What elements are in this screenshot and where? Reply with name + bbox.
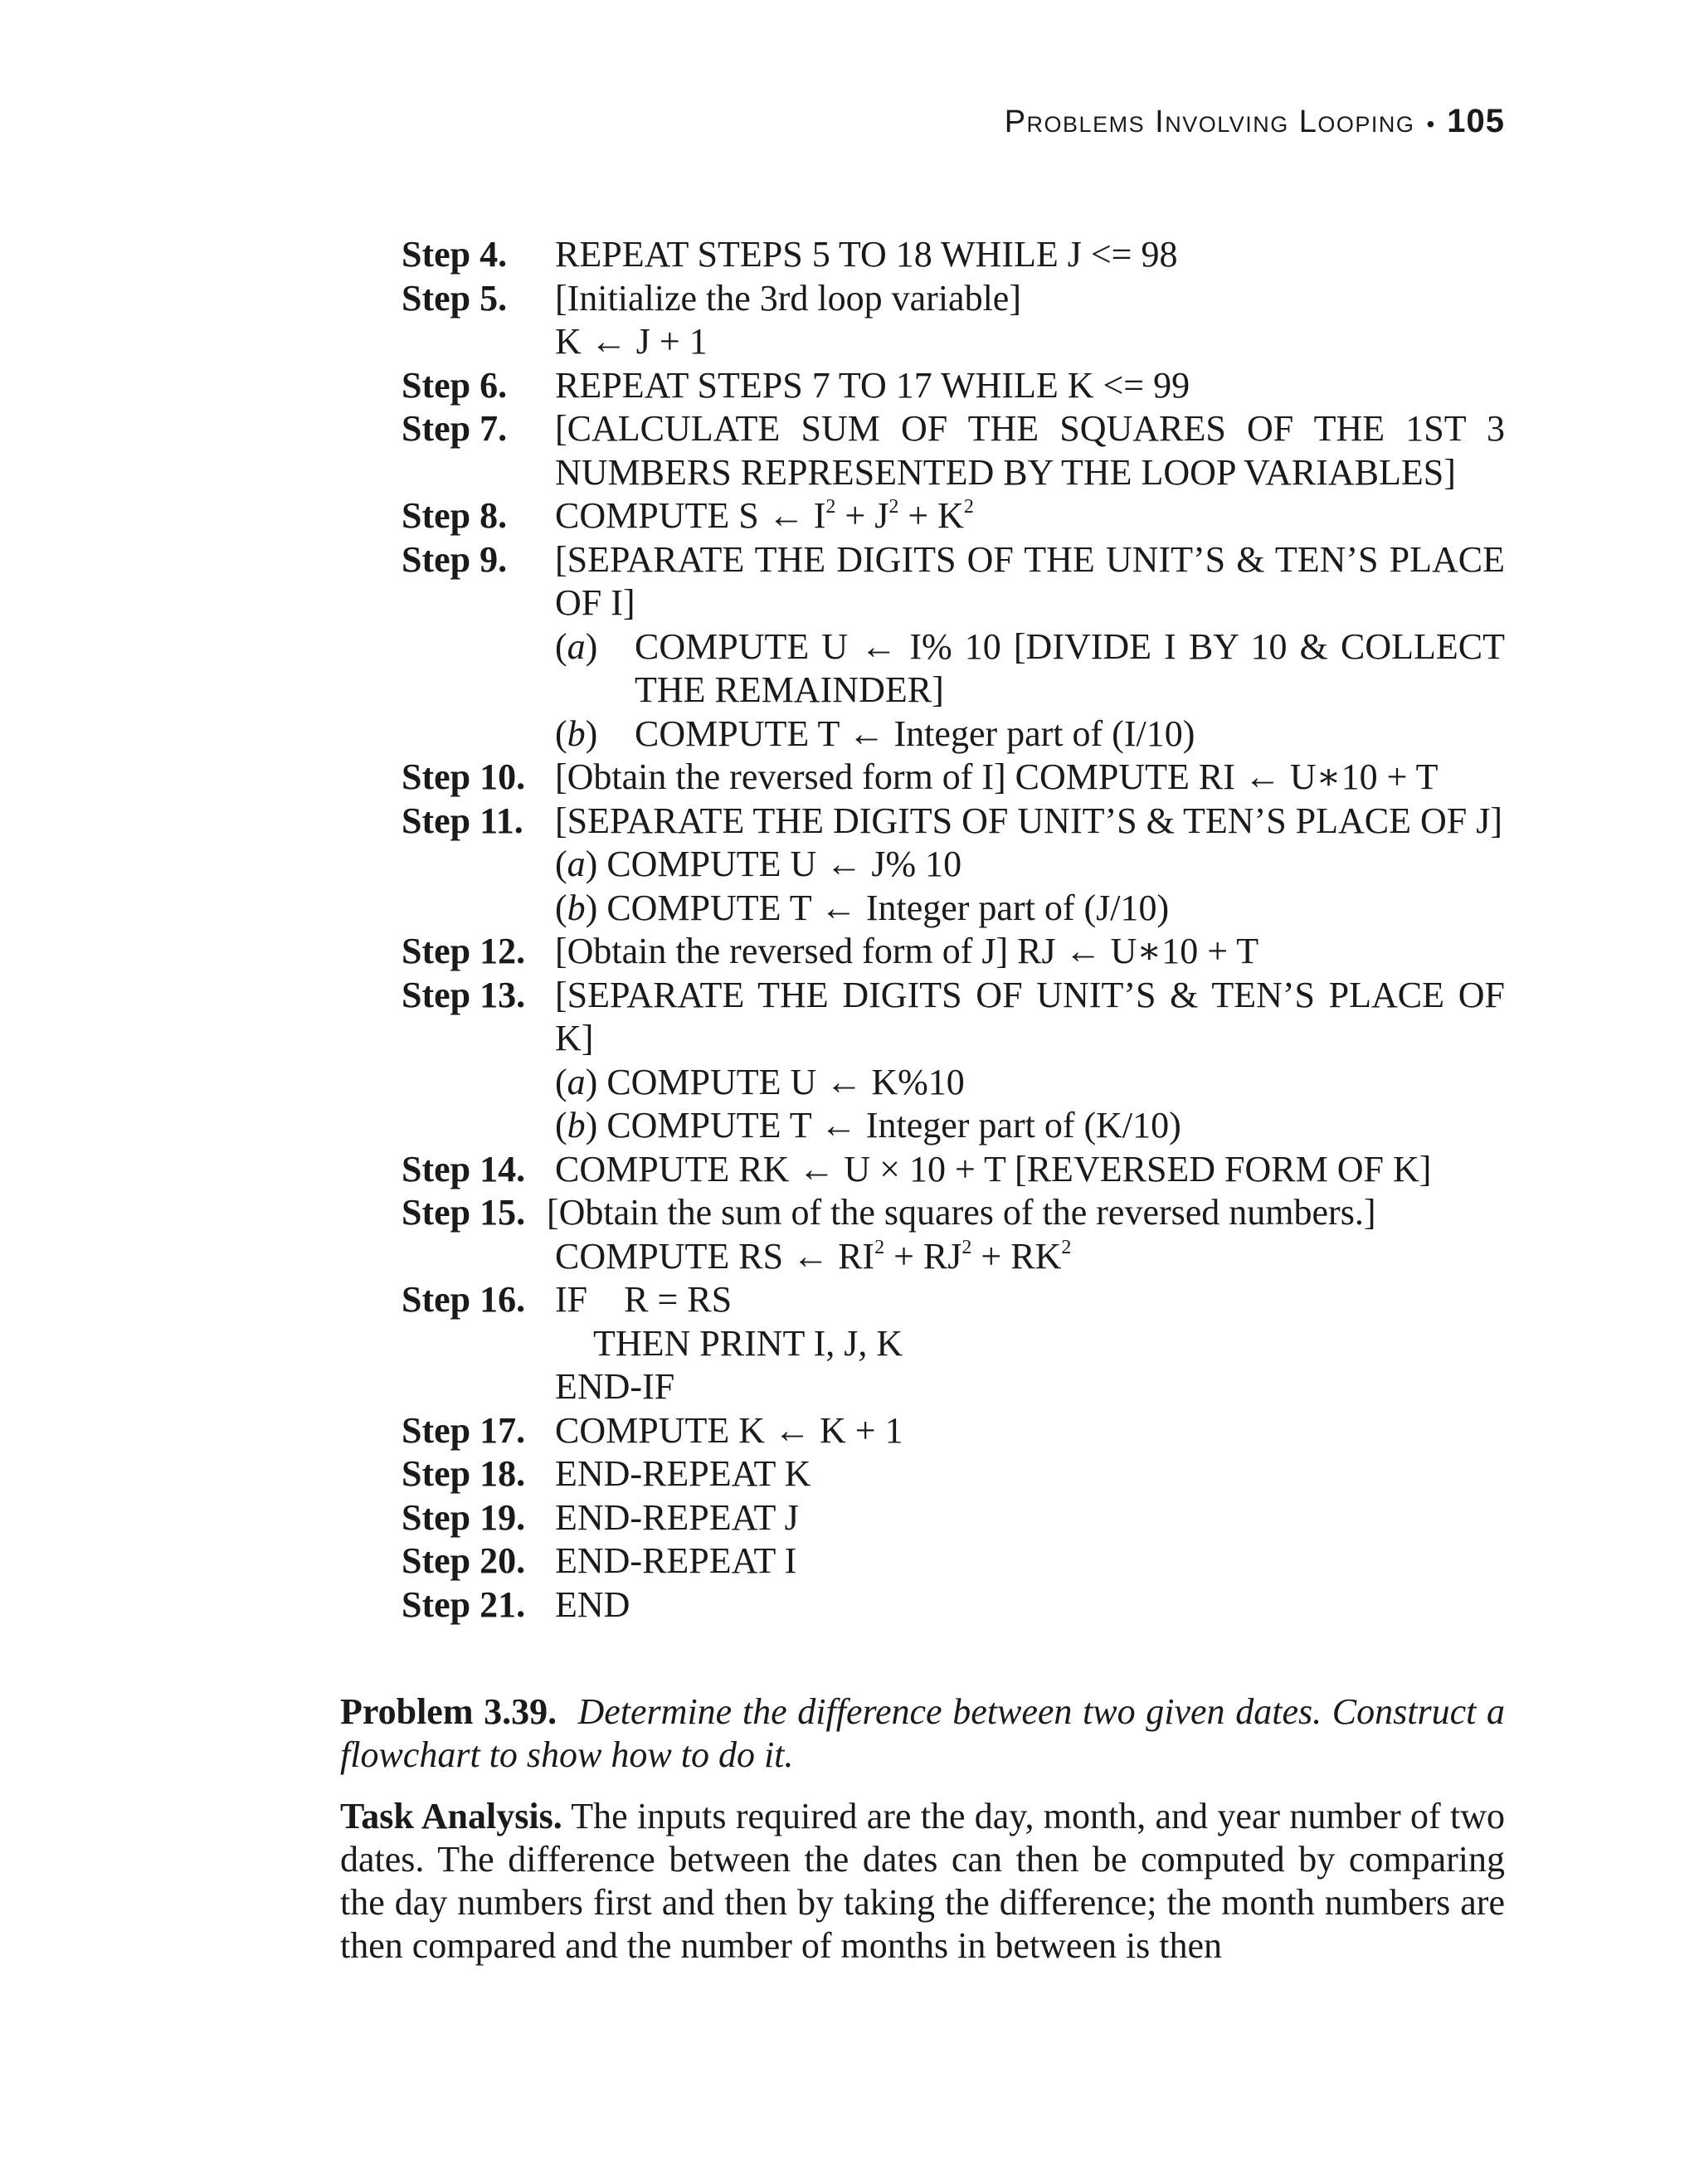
problem-statement — [340, 1690, 1505, 1777]
exponent: 2 — [1061, 1236, 1072, 1258]
substep-text: COMPUTE U ← K%10 — [606, 1061, 965, 1102]
step-label: Step 12. — [402, 931, 526, 971]
step-text: [SEPARATE THE DIGITS OF THE UNIT’S & TEN’S PLACE OF I] — [555, 538, 1505, 623]
substep-marker: b — [567, 887, 586, 928]
step-text: REPEAT STEPS 7 TO 17 WHILE K <= 99 — [555, 364, 1190, 406]
step-label: Step 20. — [402, 1540, 526, 1581]
exponent: 2 — [825, 496, 836, 518]
step-text: [Obtain the sum of the squares of the reversed numbers.] — [547, 1192, 1376, 1233]
step-label: Step 9. — [402, 538, 508, 580]
step-15 — [402, 1191, 1505, 1278]
step-label: Step 11. — [402, 800, 523, 841]
step-label: Step 5. — [402, 277, 508, 319]
step-20 — [402, 1540, 1505, 1583]
formula-part: + RJ — [884, 1235, 962, 1277]
algorithm-steps — [402, 233, 1505, 1627]
step-text: [SEPARATE THE DIGITS OF UNIT’S & TEN’S PLACE OF J] — [555, 800, 1503, 841]
header-separator: • — [1426, 111, 1436, 137]
step-9 — [402, 538, 1505, 756]
step-17 — [402, 1409, 1505, 1453]
step-4 — [402, 233, 1505, 277]
step-label: Step 13. — [402, 974, 526, 1015]
step-7 — [402, 407, 1505, 494]
step-13 — [402, 974, 1505, 1148]
formula-part: + K — [898, 495, 964, 536]
formula-part: COMPUTE S ← I — [555, 495, 826, 536]
formula-part: COMPUTE RS ← RI — [555, 1235, 875, 1277]
step-text: IF R = RS — [555, 1279, 733, 1320]
substep-text: COMPUTE U ← J% 10 — [606, 844, 962, 884]
step-label: Step 21. — [402, 1583, 526, 1625]
exponent: 2 — [963, 496, 974, 518]
then-clause: THEN PRINT I, J, K — [593, 1322, 903, 1364]
page-number: 105 — [1447, 103, 1505, 139]
step-5 — [402, 277, 1505, 364]
step-6 — [402, 364, 1505, 408]
step-10 — [402, 756, 1505, 800]
substep-text: COMPUTE T ← Integer part of (K/10) — [606, 1105, 1181, 1146]
step-text: END-REPEAT J — [555, 1496, 799, 1538]
exponent: 2 — [961, 1236, 972, 1258]
running-head: Problems Involving Looping — [1004, 105, 1415, 139]
step-formula — [547, 1235, 1505, 1279]
formula-part: + J — [835, 495, 889, 536]
step-label: Step 17. — [402, 1409, 526, 1451]
substep-text: COMPUTE T ← Integer part of (I/10) — [635, 713, 1195, 754]
substep-text: COMPUTE T ← Integer part of (J/10) — [606, 887, 1170, 928]
substep-marker: a — [567, 625, 586, 667]
step-18 — [402, 1452, 1505, 1496]
substep-a: (a) COMPUTE U ← I% 10 [DIVIDE I BY 10 & COLLECT THE REMAINDER] — [555, 625, 1505, 713]
step-label: Step 19. — [402, 1496, 526, 1538]
step-text: END-REPEAT K — [555, 1453, 811, 1494]
formula-part: + RK — [971, 1235, 1062, 1277]
end-if: END-IF — [555, 1366, 675, 1407]
step-19 — [402, 1496, 1505, 1540]
substep-marker: a — [567, 1061, 586, 1102]
step-label: Step 16. — [402, 1279, 526, 1320]
step-label: Step 18. — [402, 1453, 526, 1494]
step-8 — [402, 494, 1505, 538]
step-12 — [402, 930, 1505, 974]
step-label: Step 7. — [402, 408, 508, 449]
substep-b: (b) COMPUTE T ← Integer part of (J/10) — [555, 887, 1170, 928]
step-21 — [402, 1583, 1505, 1627]
step-text: COMPUTE RK ← U × 10 + T [REVERSED FORM OF K] — [555, 1148, 1432, 1189]
substep-a: (a) COMPUTE U ← K%10 — [555, 1061, 965, 1102]
substep-marker: b — [567, 713, 586, 754]
step-11 — [402, 800, 1505, 931]
substep-a: (a) COMPUTE U ← J% 10 — [555, 844, 962, 884]
step-16 — [402, 1278, 1505, 1409]
step-label: Step 4. — [402, 234, 508, 275]
step-label: Step 10. — [402, 756, 526, 797]
step-text: END — [555, 1583, 630, 1625]
task-analysis — [340, 1795, 1505, 1968]
substep-b: (b) COMPUTE T ← Integer part of (I/10) — [555, 713, 1505, 756]
substep-text: COMPUTE U ← I% 10 [DIVIDE I BY 10 & COLLECT THE REMAINDER] — [635, 625, 1505, 710]
exponent: 2 — [888, 496, 899, 518]
step-formula — [555, 494, 1505, 538]
step-text: END-REPEAT I — [555, 1540, 797, 1581]
step-label: Step 8. — [402, 495, 508, 536]
task-label: Task Analysis. — [340, 1796, 562, 1836]
step-text: [Obtain the reversed form of J] RJ ← U∗10 + T — [555, 931, 1259, 971]
step-label: Step 15. — [402, 1192, 526, 1233]
problem-label: Problem 3.39. — [340, 1691, 557, 1732]
step-text: [Obtain the reversed form of I] COMPUTE RI ← U∗10 + T — [555, 756, 1439, 797]
step-text: [CALCULATE SUM OF THE SQUARES OF THE 1ST 3 NUMBERS REPRESENTED BY THE LOOP VARIABLES] — [555, 408, 1505, 493]
substep-marker: b — [567, 1105, 586, 1146]
running-header — [1005, 103, 1505, 140]
task-text: The inputs required are the day, month, and year number of two dates. The difference between the dates can then be computed by comparing the day numbers first and then by taking the difference; the month numbers are then compared and the number of months in between is then — [340, 1796, 1505, 1966]
exponent: 2 — [874, 1236, 885, 1258]
substep-marker: a — [567, 844, 586, 884]
step-text: REPEAT STEPS 5 TO 18 WHILE J <= 98 — [555, 234, 1178, 275]
step-text: [Initialize the 3rd loop variable] — [555, 277, 1021, 319]
step-label: Step 14. — [402, 1148, 526, 1189]
problem-text: Determine the difference between two given dates. Construct a flowchart to show how to do it. — [340, 1691, 1505, 1775]
step-text: COMPUTE K ← K + 1 — [555, 1409, 903, 1451]
substep-b: (b) COMPUTE T ← Integer part of (K/10) — [555, 1105, 1181, 1146]
step-14 — [402, 1148, 1505, 1192]
step-label: Step 6. — [402, 364, 508, 406]
step-text-line-2: K ← J + 1 — [555, 321, 708, 362]
step-text: [SEPARATE THE DIGITS OF UNIT’S & TEN’S PLACE OF K] — [555, 974, 1505, 1058]
